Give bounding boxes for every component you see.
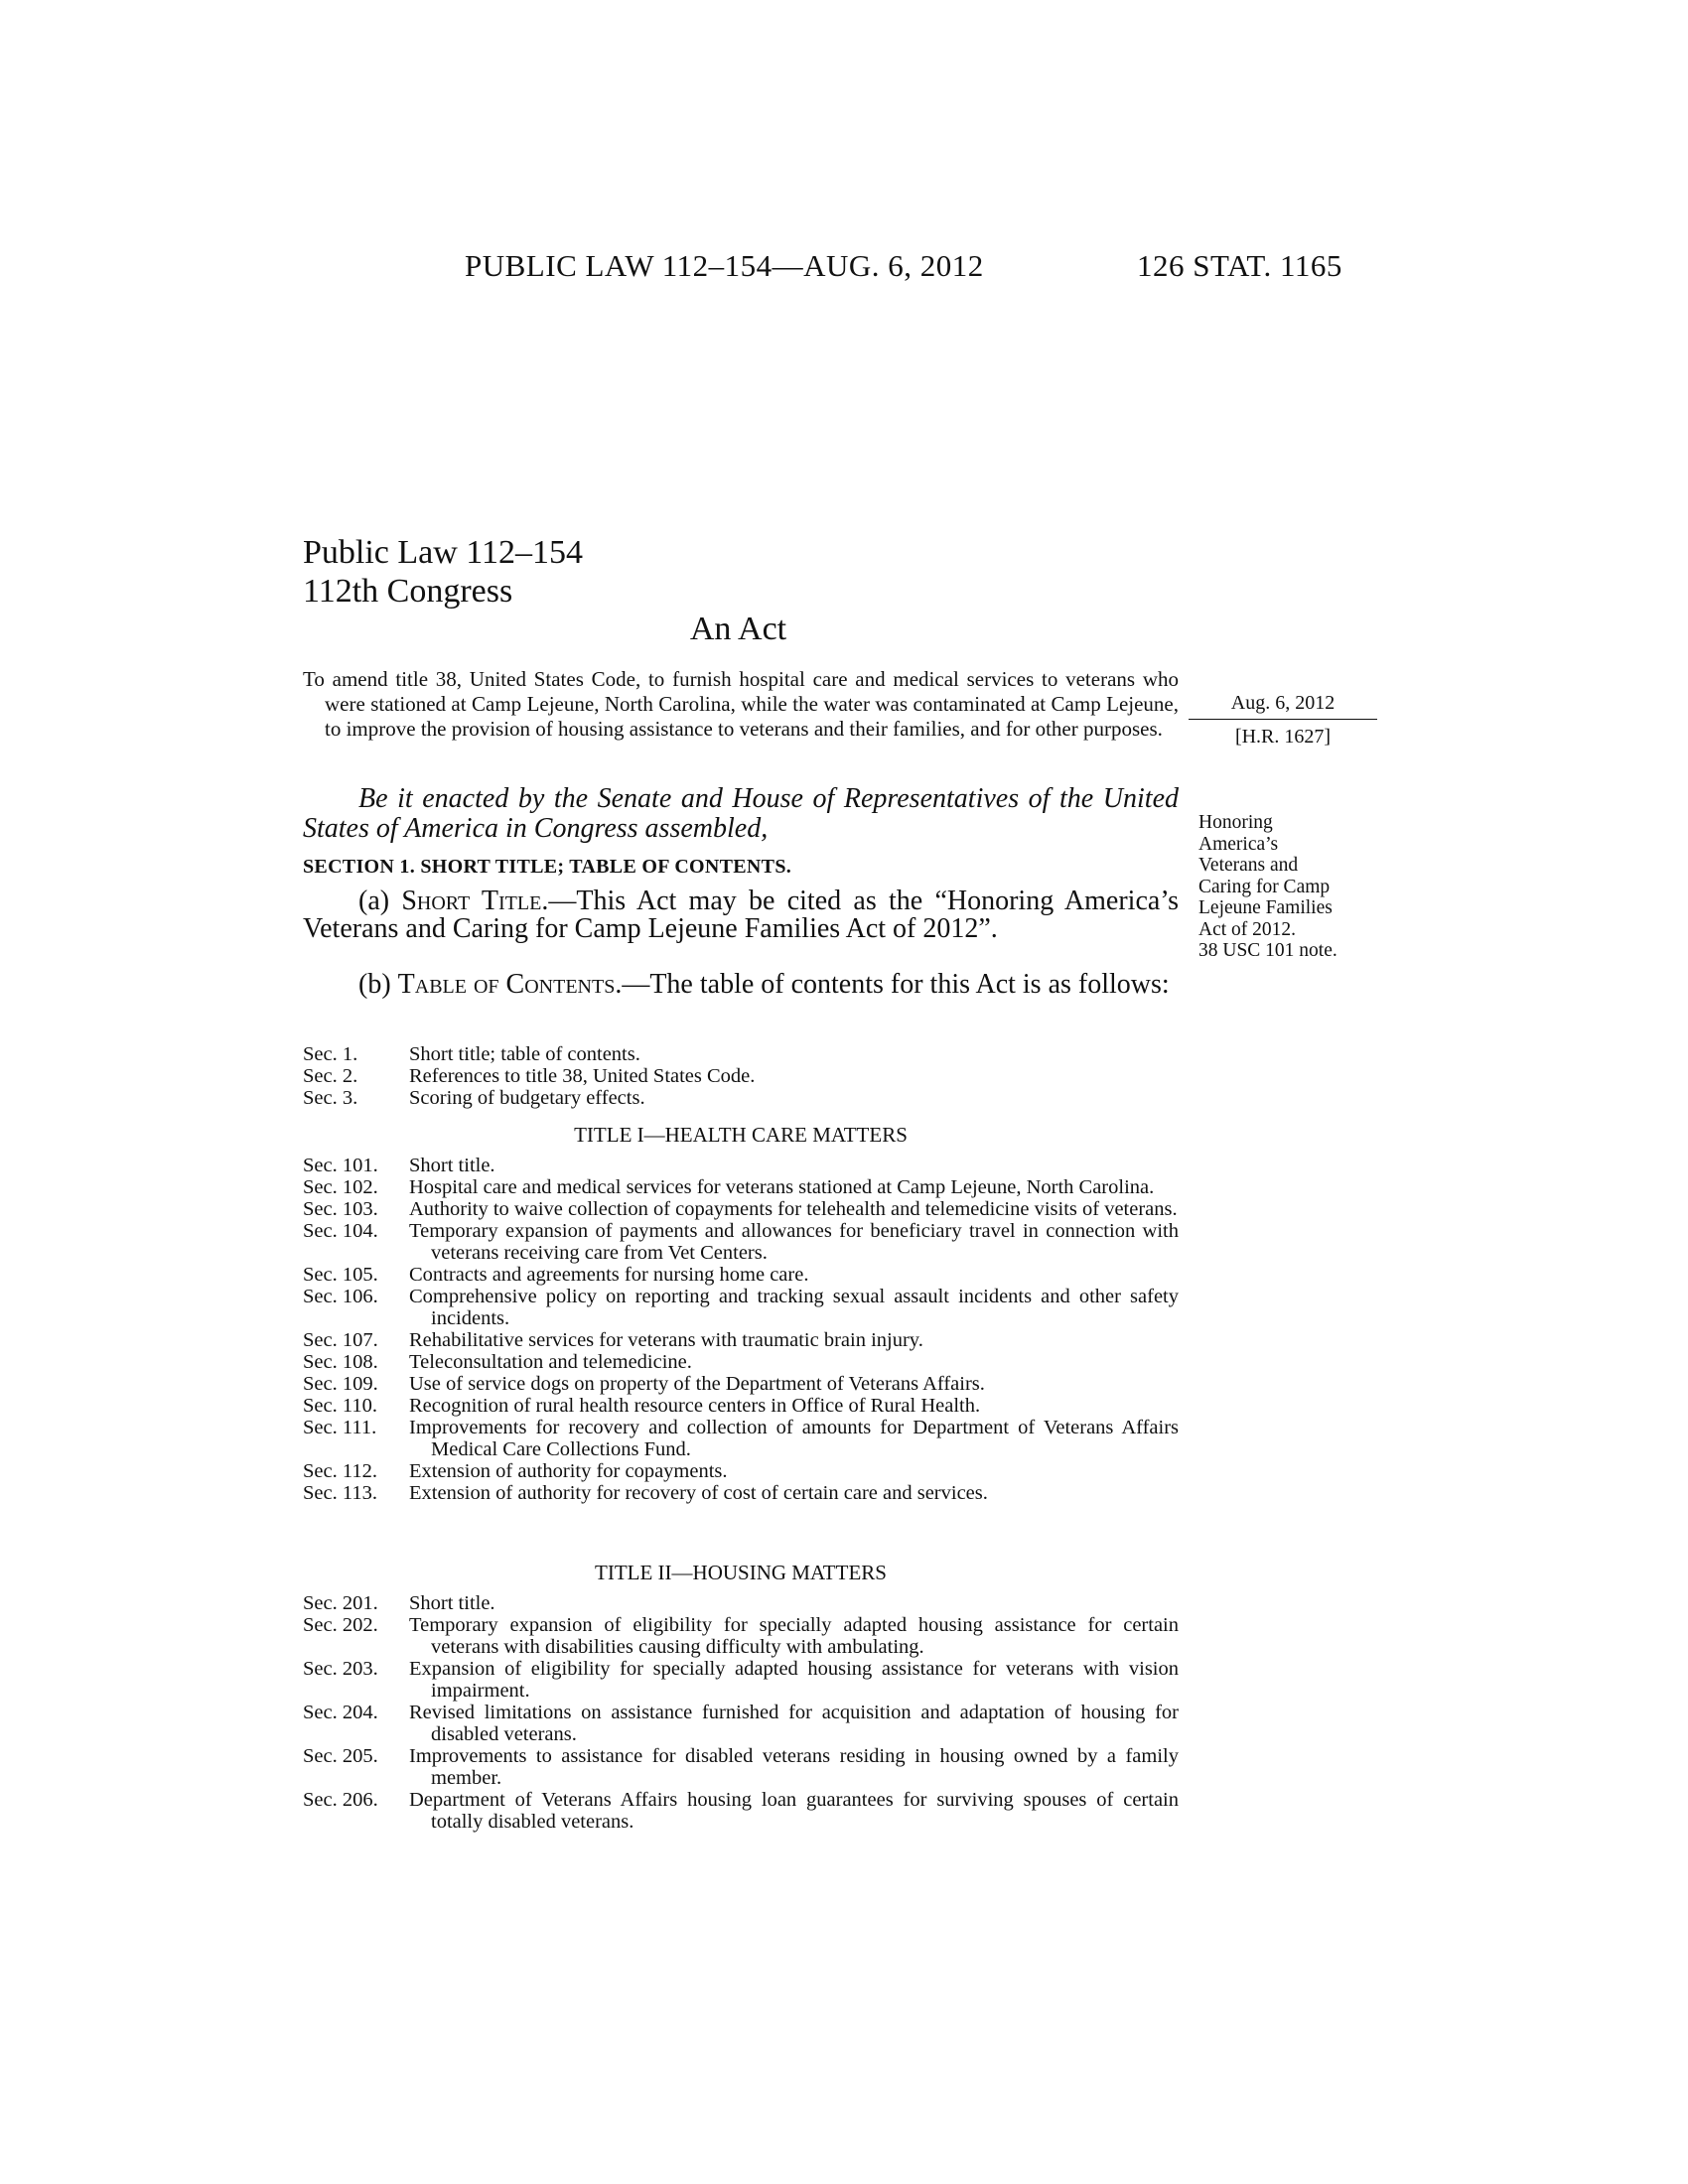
toc-section-title: Extension of authority for copayments. (409, 1460, 728, 1482)
toc-section-number: Sec. 102. (303, 1176, 378, 1198)
margin-note-line: Veterans and (1198, 855, 1299, 876)
toc-entry (303, 1043, 1179, 1065)
toc-section-title: Recognition of rural health resource centers in Office of Rural Health. (409, 1395, 981, 1417)
toc-section-number: Sec. 3. (303, 1087, 358, 1109)
toc-entry (303, 1789, 1179, 1833)
toc-entry (303, 1065, 1179, 1087)
toc-section-number: Sec. 105. (303, 1264, 378, 1286)
public-law-number: Public Law 112–154 (303, 534, 584, 571)
toc-title-i-heading: TITLE I—HEALTH CARE MATTERS (574, 1123, 908, 1147)
congress-number: 112th Congress (303, 573, 513, 610)
toc-entry (303, 1286, 1179, 1329)
toc-section-number: Sec. 206. (303, 1789, 378, 1811)
toc-section-title: Short title; table of contents. (409, 1043, 640, 1065)
toc-section-title: Comprehensive policy on reporting and tracking sexual assault incidents and other safety incidents. (409, 1286, 1179, 1329)
enactment-date-box (1189, 692, 1377, 749)
toc-section-title: Short title. (409, 1155, 495, 1176)
toc-entry (303, 1087, 1179, 1109)
running-header-stat-page: 126 STAT. 1165 (1137, 248, 1342, 283)
subsection-a-label: (a) (358, 886, 402, 916)
toc-general (303, 1043, 1179, 1109)
toc-entry (303, 1264, 1179, 1286)
toc-section-title: Temporary expansion of payments and allowances for beneficiary travel in connection with veterans receiving care from Vet Centers. (409, 1220, 1179, 1264)
toc-section-number: Sec. 108. (303, 1351, 378, 1373)
toc-entry (303, 1176, 1179, 1198)
subsection-b-label: (b) (358, 969, 398, 1000)
toc-section-number: Sec. 101. (303, 1155, 378, 1176)
toc-section-number: Sec. 1. (303, 1043, 358, 1065)
margin-note-line: Caring for Camp (1198, 876, 1331, 897)
toc-section-title: Temporary expansion of eligibility for specially adapted housing assistance for certain veterans with disabilities causing difficulty with ambulating. (409, 1614, 1179, 1658)
act-heading: An Act (689, 611, 787, 647)
toc-entry (303, 1482, 1179, 1504)
toc-title-ii-heading: TITLE II—HOUSING MATTERS (595, 1561, 887, 1584)
toc-section-title: Teleconsultation and telemedicine. (409, 1351, 692, 1373)
margin-note-line: 38 USC 101 note. (1198, 940, 1337, 961)
toc-entry (303, 1198, 1179, 1220)
toc-entry (303, 1592, 1179, 1614)
toc-section-number: Sec. 103. (303, 1198, 378, 1220)
toc-entry (303, 1702, 1179, 1745)
margin-note-line: America’s (1198, 833, 1279, 855)
toc-section-number: Sec. 104. (303, 1220, 378, 1242)
toc-section-title: Expansion of eligibility for specially adapted housing assistance for veterans with vision impairment. (409, 1658, 1179, 1702)
subsection-b-table-of-contents (303, 971, 1179, 999)
toc-entry (303, 1220, 1179, 1264)
toc-section-title: Improvements for recovery and collection of amounts for Department of Veterans Affairs Medical Care Collections Fund. (409, 1417, 1179, 1460)
enactment-date: Aug. 6, 2012 (1189, 692, 1377, 720)
enacting-clause: Be it enacted by the Senate and House of Representatives of the United States of America in Congress assembled, (303, 783, 1179, 844)
subsection-a-text: .—This Act may be cited as the “Honoring America’s Veterans and Caring for Camp Lejeune Families Act of 2012”. (303, 886, 1179, 944)
toc-entry (303, 1614, 1179, 1658)
bill-number: [H.R. 1627] (1234, 726, 1332, 748)
toc-entry (303, 1658, 1179, 1702)
toc-entry (303, 1329, 1179, 1351)
subsection-a-short-title (303, 887, 1179, 943)
toc-section-number: Sec. 111. (303, 1417, 377, 1438)
margin-note-line: Honoring (1198, 812, 1273, 833)
margin-note (1198, 812, 1387, 962)
toc-section-title: Scoring of budgetary effects. (409, 1087, 645, 1109)
toc-section-title: Short title. (409, 1592, 495, 1614)
toc-entry (303, 1745, 1179, 1789)
toc-entry (303, 1373, 1179, 1395)
toc-section-title: Authority to waive collection of copayments for telehealth and telemedicine visits of veterans. (409, 1198, 1178, 1220)
toc-section-number: Sec. 113. (303, 1482, 377, 1504)
toc-section-number: Sec. 205. (303, 1745, 378, 1767)
subsection-a-caption: Short Title (401, 886, 542, 916)
purpose-clause: To amend title 38, United States Code, to furnish hospital care and medical services to veterans who were stationed at Camp Lejeune, North Carolina, while the water was contaminated at Camp Lejeune, to improve the provision of housing assistance to veterans and their families, and for other purposes. (303, 667, 1179, 741)
toc-section-title: References to title 38, United States Code. (409, 1065, 756, 1087)
toc-section-number: Sec. 203. (303, 1658, 378, 1680)
toc-section-number: Sec. 2. (303, 1065, 358, 1087)
toc-section-title: Hospital care and medical services for veterans stationed at Camp Lejeune, North Carolina. (409, 1176, 1155, 1198)
subsection-b-text: .—The table of contents for this Act is as follows: (615, 969, 1170, 1000)
toc-section-number: Sec. 204. (303, 1702, 378, 1723)
toc-entry (303, 1395, 1179, 1417)
toc-section-number: Sec. 112. (303, 1460, 377, 1482)
toc-entry (303, 1417, 1179, 1460)
toc-entry (303, 1351, 1179, 1373)
toc-section-number: Sec. 110. (303, 1395, 377, 1417)
toc-section-title: Rehabilitative services for veterans with traumatic brain injury. (409, 1329, 923, 1351)
subsection-b-caption: Table of Contents (397, 969, 616, 1000)
toc-section-number: Sec. 201. (303, 1592, 378, 1614)
section-1-heading: SECTION 1. SHORT TITLE; TABLE OF CONTENTS. (303, 856, 792, 878)
toc-title-ii (303, 1592, 1179, 1833)
toc-section-number: Sec. 202. (303, 1614, 378, 1636)
toc-entry (303, 1155, 1179, 1176)
toc-section-title: Extension of authority for recovery of cost of certain care and services. (409, 1482, 988, 1504)
toc-section-title: Improvements to assistance for disabled veterans residing in housing owned by a family member. (409, 1745, 1179, 1789)
margin-note-line: Lejeune Families (1198, 897, 1333, 918)
running-header-law-date: PUBLIC LAW 112–154—AUG. 6, 2012 (465, 248, 984, 283)
toc-section-title: Revised limitations on assistance furnished for acquisition and adaptation of housing for disabled veterans. (409, 1702, 1179, 1745)
toc-section-number: Sec. 107. (303, 1329, 378, 1351)
toc-section-title: Department of Veterans Affairs housing loan guarantees for surviving spouses of certain totally disabled veterans. (409, 1789, 1179, 1833)
toc-section-number: Sec. 109. (303, 1373, 378, 1395)
toc-title-i (303, 1155, 1179, 1504)
toc-section-title: Contracts and agreements for nursing home care. (409, 1264, 809, 1286)
margin-note-line: Act of 2012. (1198, 918, 1297, 940)
toc-section-number: Sec. 106. (303, 1286, 378, 1307)
toc-entry (303, 1460, 1179, 1482)
toc-section-title: Use of service dogs on property of the Department of Veterans Affairs. (409, 1373, 985, 1395)
